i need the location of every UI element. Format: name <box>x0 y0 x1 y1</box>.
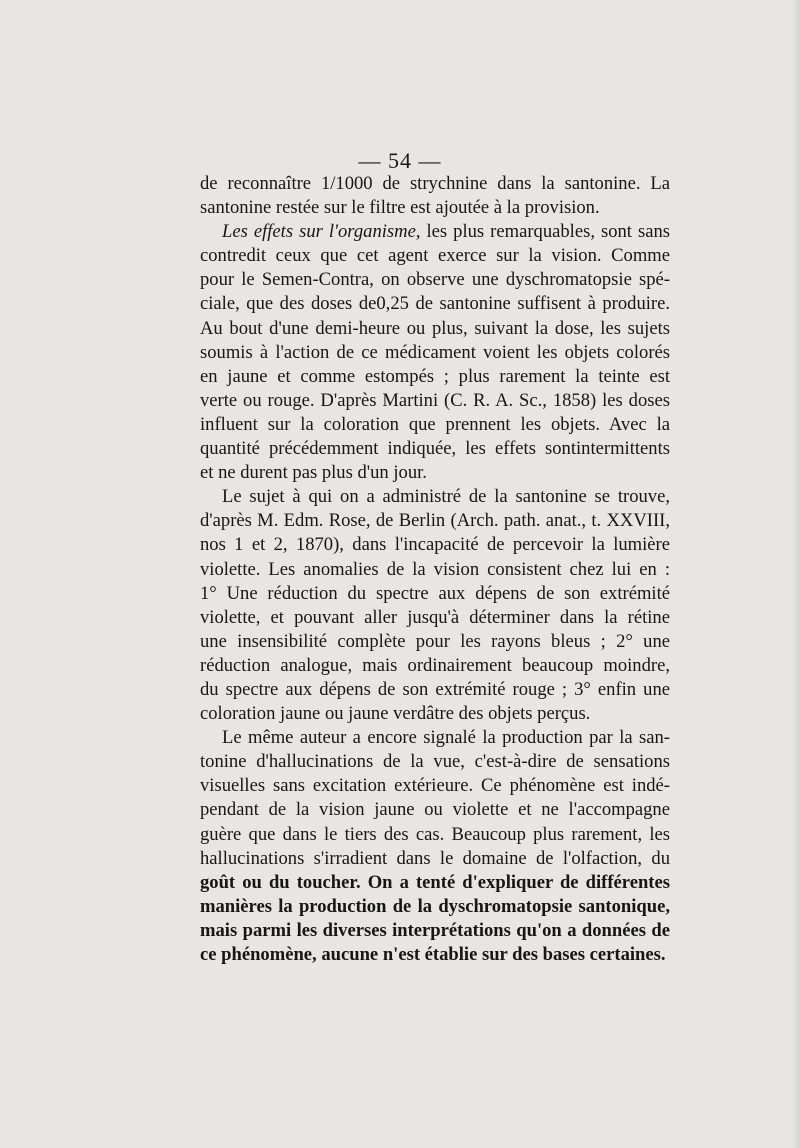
text-line: Au bout d'une demi-heure ou plus, suivant la dose, les sujets <box>200 317 670 339</box>
text-line: une insensibilité complète pour les rayons bleus ; 2° une <box>200 630 670 652</box>
text-line: violette. Les anomalies de la vision consistent chez lui en : <box>200 558 670 580</box>
text-line: en jaune et comme estompés ; plus rarement la teinte est <box>200 365 670 387</box>
body-text <box>200 172 670 967</box>
paragraph-1 <box>200 172 670 220</box>
text-line: 1° Une réduction du spectre aux dépens de son extrémité <box>200 582 670 604</box>
text-line: Le même auteur a encore signalé la production par la san- <box>222 727 670 749</box>
text-line: soumis à l'action de ce médicament voient les objets colorés <box>200 341 670 363</box>
text-line: nos 1 et 2, 1870), dans l'incapacité de percevoir la lumière <box>200 534 670 556</box>
paragraph-4 <box>200 726 670 967</box>
text-line: guère que dans le tiers des cas. Beaucoup plus rarement, les <box>200 823 670 845</box>
paragraph-2 <box>200 220 670 485</box>
text-line: pendant de la vision jaune ou violette et ne l'accompagne <box>200 799 670 821</box>
text-line: du spectre aux dépens de son extrémité rouge ; 3° enfin une <box>200 678 670 700</box>
text-line: contredit ceux que cet agent exerce sur la vision. Comme <box>200 245 670 267</box>
text-line: visuelles sans excitation extérieure. Ce phénomène est indé- <box>200 775 670 797</box>
text-line: manières la production de la dyschromatopsie santonique, <box>200 895 670 917</box>
text-line: et ne durent pas plus d'un jour. <box>200 462 427 484</box>
text-line: ciale, que des doses de0,25 de santonine suffisent à produire. <box>200 293 670 315</box>
text-line: hallucinations s'irradient dans le domaine de l'olfaction, du <box>200 847 670 869</box>
text-line: quantité précédemment indiquée, les effets sontintermittents <box>200 438 670 460</box>
text-line: pour le Semen-Contra, on observe une dyschromatopsie spé- <box>200 269 670 291</box>
text-line <box>200 220 670 244</box>
text-line: santonine restée sur le filtre est ajoutée à la provision. <box>200 197 600 219</box>
italic-lead: Les effets sur l'organisme, <box>222 221 421 243</box>
text-line: influent sur la coloration que prennent les objets. Avec la <box>200 413 670 435</box>
text-line: Le sujet à qui on a administré de la santonine se trouve, <box>222 486 670 508</box>
text-line: violette, et pouvant aller jusqu'à déterminer dans la rétine <box>200 606 670 628</box>
text-line: tonine d'hallucinations de la vue, c'est-à-dire de sensations <box>200 751 670 773</box>
text-line: coloration jaune ou jaune verdâtre des objets perçus. <box>200 703 591 725</box>
text-line: ce phénomène, aucune n'est établie sur des bases certaines. <box>200 944 666 965</box>
text-fragment: les plus remarquables, sont sans <box>420 221 670 243</box>
text-line: de reconnaître 1/1000 de strychnine dans la santonine. La <box>200 173 670 194</box>
text-line: verte ou rouge. D'après Martini (C. R. A. Sc., 1858) les doses <box>200 389 670 411</box>
text-line: goût ou du toucher. On a tenté d'expliquer de différentes <box>200 871 670 893</box>
text-line: mais parmi les diverses interprétations qu'on a données de <box>200 919 670 941</box>
text-line: d'après M. Edm. Rose, de Berlin (Arch. path. anat., t. XXVIII, <box>200 510 670 532</box>
page-number: — 54 — <box>358 148 442 173</box>
paragraph-3 <box>200 485 670 726</box>
text-line: réduction analogue, mais ordinairement beaucoup moindre, <box>200 654 670 676</box>
